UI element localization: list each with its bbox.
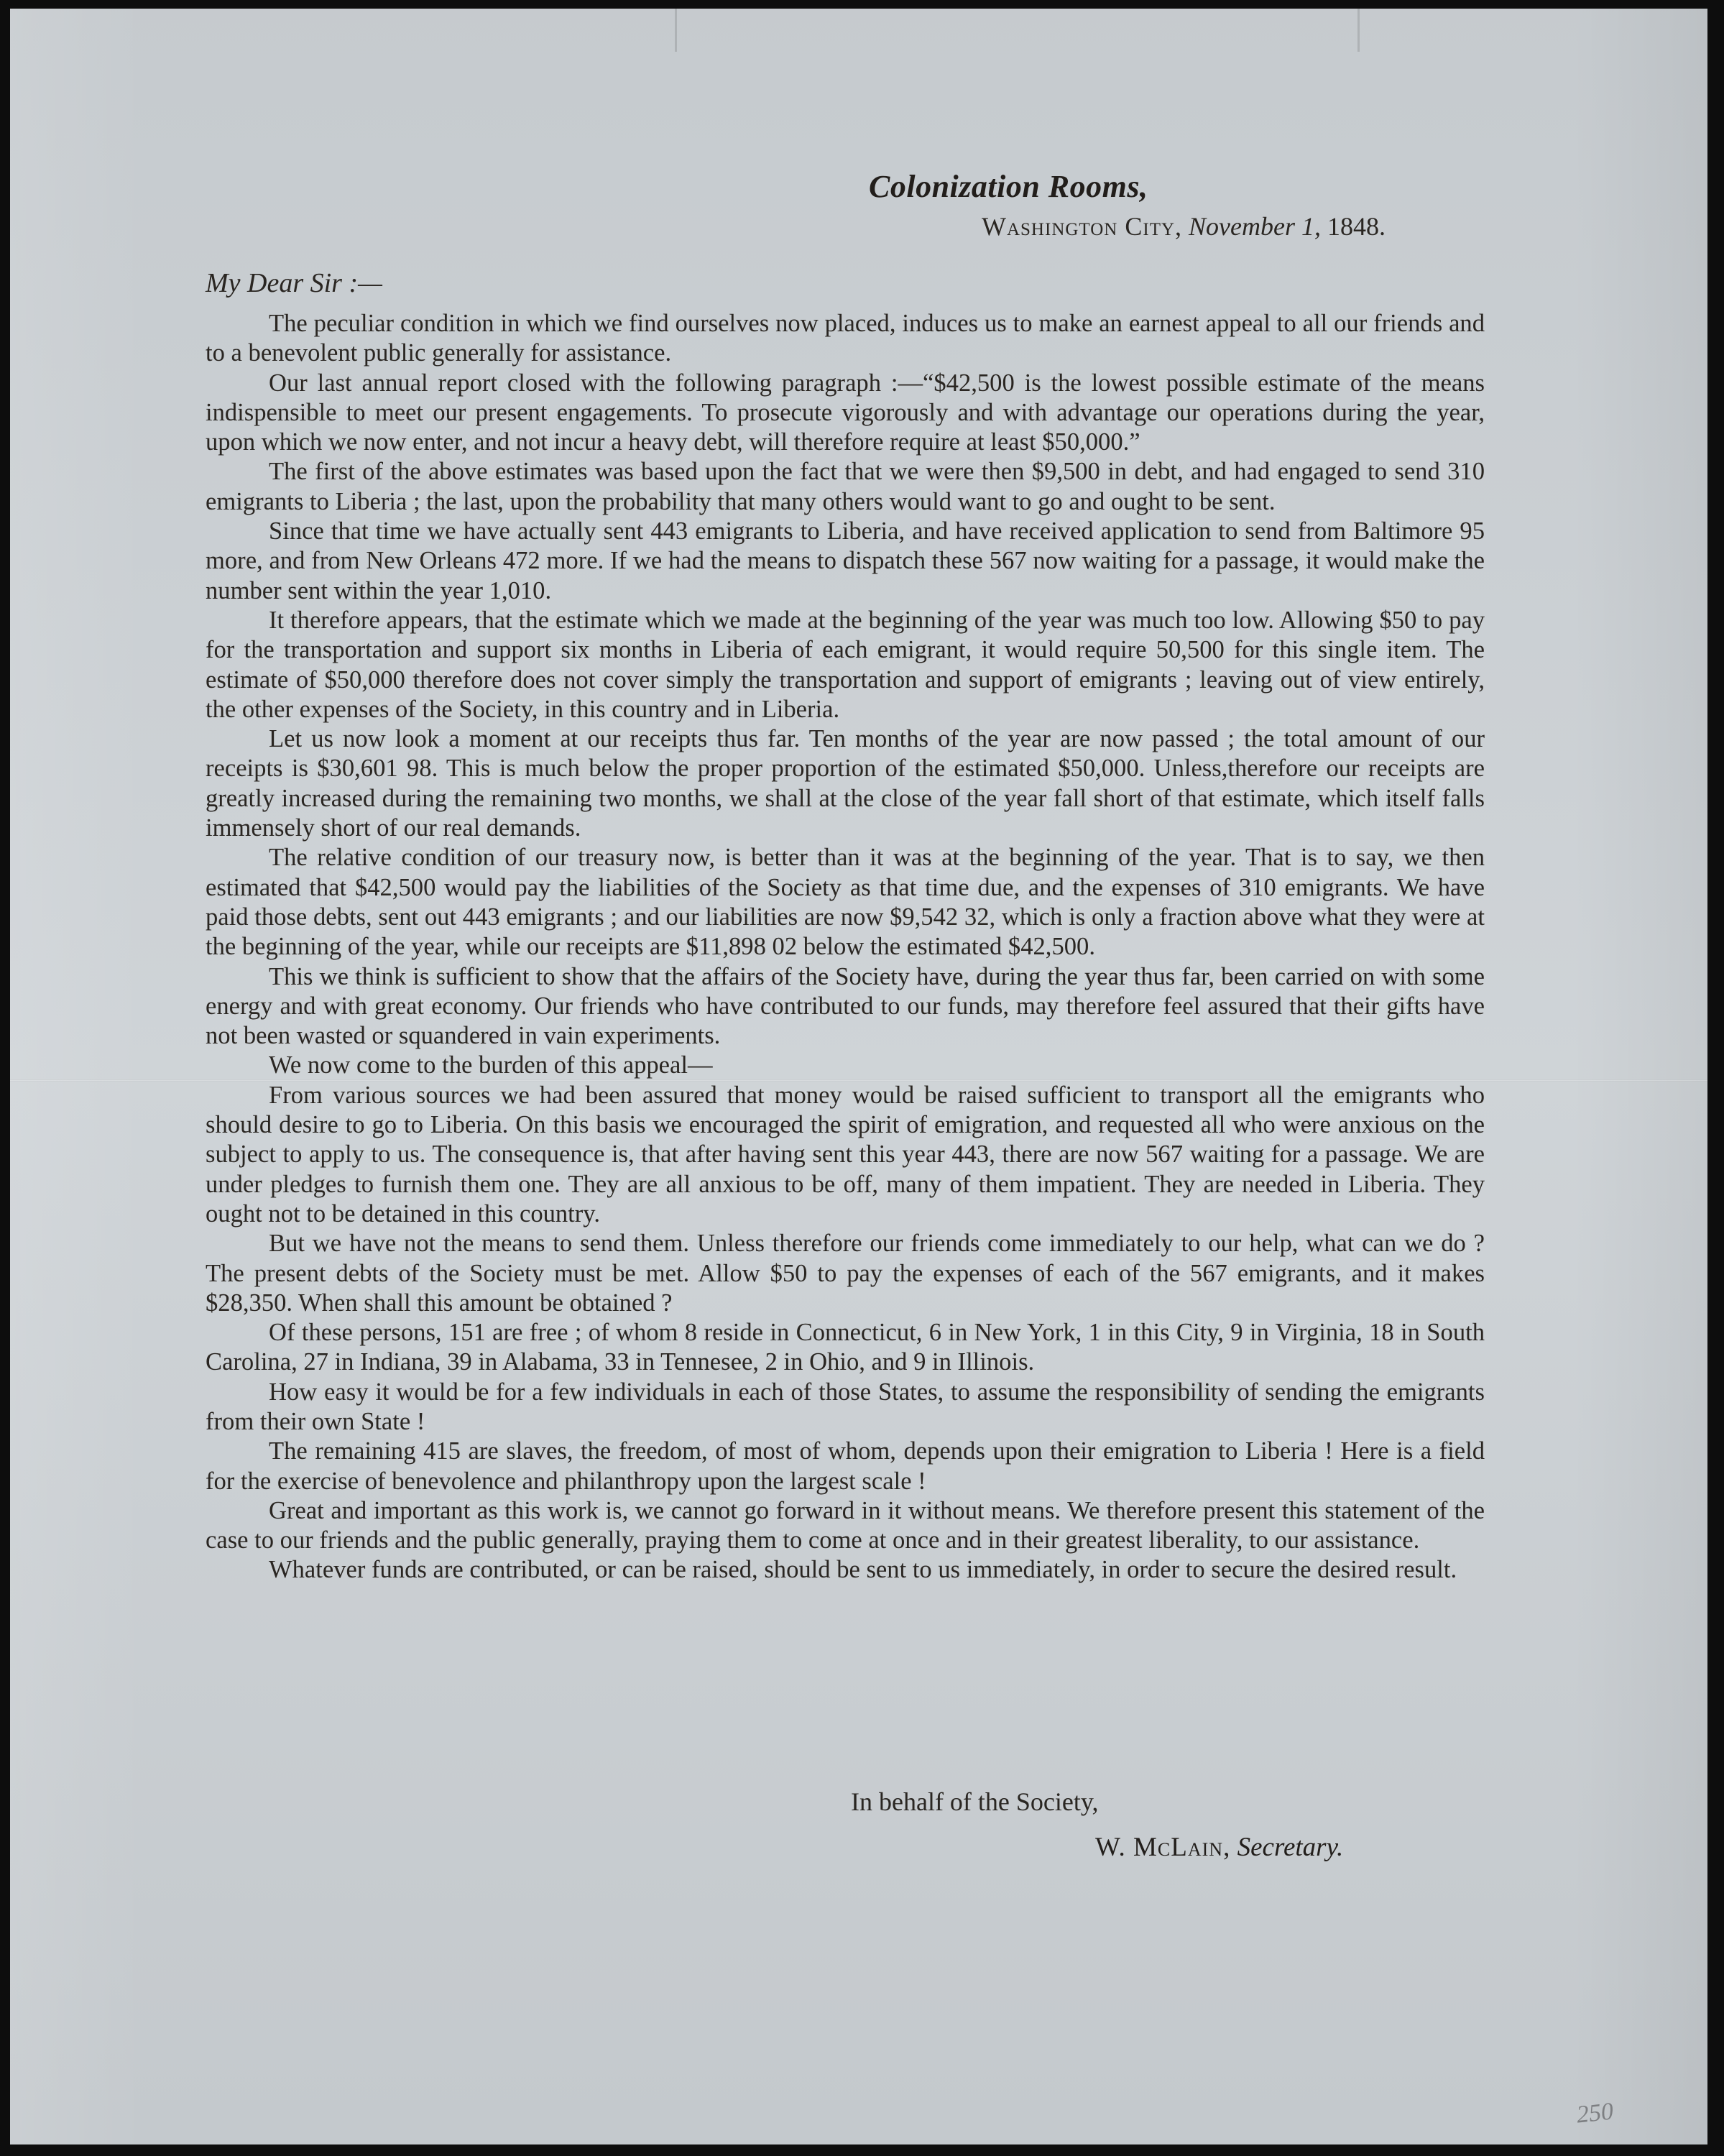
paragraph: Our last annual report closed with the following paragraph :—“$42,500 is the lowest possible estimate of the means indispensible to meet our present engagements. To prosecute vigorously and with advantage our operations during the year, upon which we now enter, and not incur a heavy debt, will therefore require at least $50,000.” [206, 369, 1485, 456]
salutation: My Dear Sir :— [206, 268, 382, 298]
paragraph: How easy it would be for a few individuals in each of those States, to assume the responsibility of sending the emigrants from their own State ! [206, 1378, 1485, 1435]
letter-sheet [10, 9, 1707, 2145]
letterhead-heading: Colonization Rooms, [869, 169, 1148, 204]
paragraph: The first of the above estimates was based upon the fact that we were then $9,500 in debt, and had engaged to send 310 emigrants to Liberia ; the last, upon the probability that many others would want to go and ought to be sent. [206, 458, 1485, 515]
dateline-month-day: November 1, [1189, 212, 1321, 241]
paragraph: Of these persons, 151 are free ; of whom 8 reside in Connecticut, 6 in New York, 1 in this City, 9 in Virginia, 18 in South Carolina, 27 in Indiana, 39 in Alabama, 33 in Tennesee, 2 in Ohio, and 9 in Illinois. [206, 1319, 1485, 1376]
paragraph: It therefore appears, that the estimate which we made at the beginning of the year was much too low. Allowing $50 to pay for the transportation and support six months in Liberia of each emigrant, it would require 50,500 for this single item. The estimate of $50,000 therefore does not cover simply the transportation and support of emigrants ; leaving out of view entirely, the other expenses of the Society, in this country and in Liberia. [206, 606, 1485, 723]
paragraph: Whatever funds are contributed, or can be raised, should be sent to us immediately, in order to secure the desired result. [269, 1556, 1457, 1584]
pencil-annotation: 250 [1575, 2098, 1615, 2129]
signature [1095, 1832, 1343, 1863]
dateline-year: 1848. [1327, 212, 1386, 241]
paper-crease [1357, 9, 1360, 52]
paragraph: But we have not the means to send them. Unless therefore our friends come immediately to our help, what can we do ? The present debts of the Society must be met. Allow $50 to pay the expenses of each of the 567 emigrants, and it makes $28,350. When shall this amount be obtained ? [206, 1230, 1485, 1317]
paragraph: Let us now look a moment at our receipts thus far. Ten months of the year are now passed ; the total amount of our receipts is $30,601 98. This is much below the proper proportion of the estimated $50,000. Unless,therefore our receipts are greatly increased during the remaining two months, we shall at the close of the year fall short of that estimate, which itself falls immensely short of our real demands. [206, 725, 1485, 842]
paragraph: The peculiar condition in which we find ourselves now placed, induces us to make an earnest appeal to all our friends and to a benevolent public generally for assistance. [206, 310, 1485, 367]
letter-body [206, 309, 1485, 1585]
signature-title: Secretary. [1237, 1833, 1344, 1862]
paragraph: The relative condition of our treasury now, is better than it was at the beginning of the year. That is to say, we then estimated that $42,500 would pay the liabilities of the Society as that time due, and the expenses of 310 emigrants. We have paid those debts, sent out 443 emigrants ; and our liabilities are now $9,542 32, which is only a fraction above what they were at the beginning of the year, while our receipts are $11,898 02 below the estimated $42,500. [206, 844, 1485, 961]
signature-name: W. McLain, [1095, 1833, 1231, 1862]
paragraph: From various sources we had been assured that money would be raised sufficient to transport all the emigrants who should desire to go to Liberia. On this basis we encouraged the spirit of emigration, and requested all who were anxious on the subject to apply to us. The consequence is, that after having sent this year 443, there are now 567 waiting for a passage. We are under pledges to furnish them one. They are all anxious to be off, many of them impatient. They are needed in Liberia. They ought not to be detained in this country. [206, 1081, 1485, 1227]
dateline-place: Washington City, [982, 212, 1183, 241]
paper-crease [675, 9, 677, 52]
paragraph: This we think is sufficient to show that the affairs of the Society have, during the year thus far, been carried on with some energy and with great economy. Our friends who have contributed to our funds, may therefore feel assured that their gifts have not been wasted or squandered in vain experiments. [206, 962, 1485, 1050]
paragraph: Great and important as this work is, we cannot go forward in it without means. We therefore present this statement of the case to our friends and the public generally, praying them to come at once and in their greatest liberality, to our assistance. [206, 1496, 1485, 1554]
dateline [982, 211, 1386, 241]
paragraph: Since that time we have actually sent 443 emigrants to Liberia, and have received application to send from Baltimore 95 more, and from New Orleans 472 more. If we had the means to dispatch these 567 now waiting for a passage, it would make the number sent within the year 1,010. [206, 517, 1485, 604]
closing-line: In behalf of the Society, [851, 1787, 1099, 1816]
paragraph: The remaining 415 are slaves, the freedom, of most of whom, depends upon their emigration to Liberia ! Here is a field for the exercise of benevolence and philanthropy upon the largest scale ! [206, 1437, 1485, 1495]
paragraph: We now come to the burden of this appeal— [269, 1051, 713, 1079]
